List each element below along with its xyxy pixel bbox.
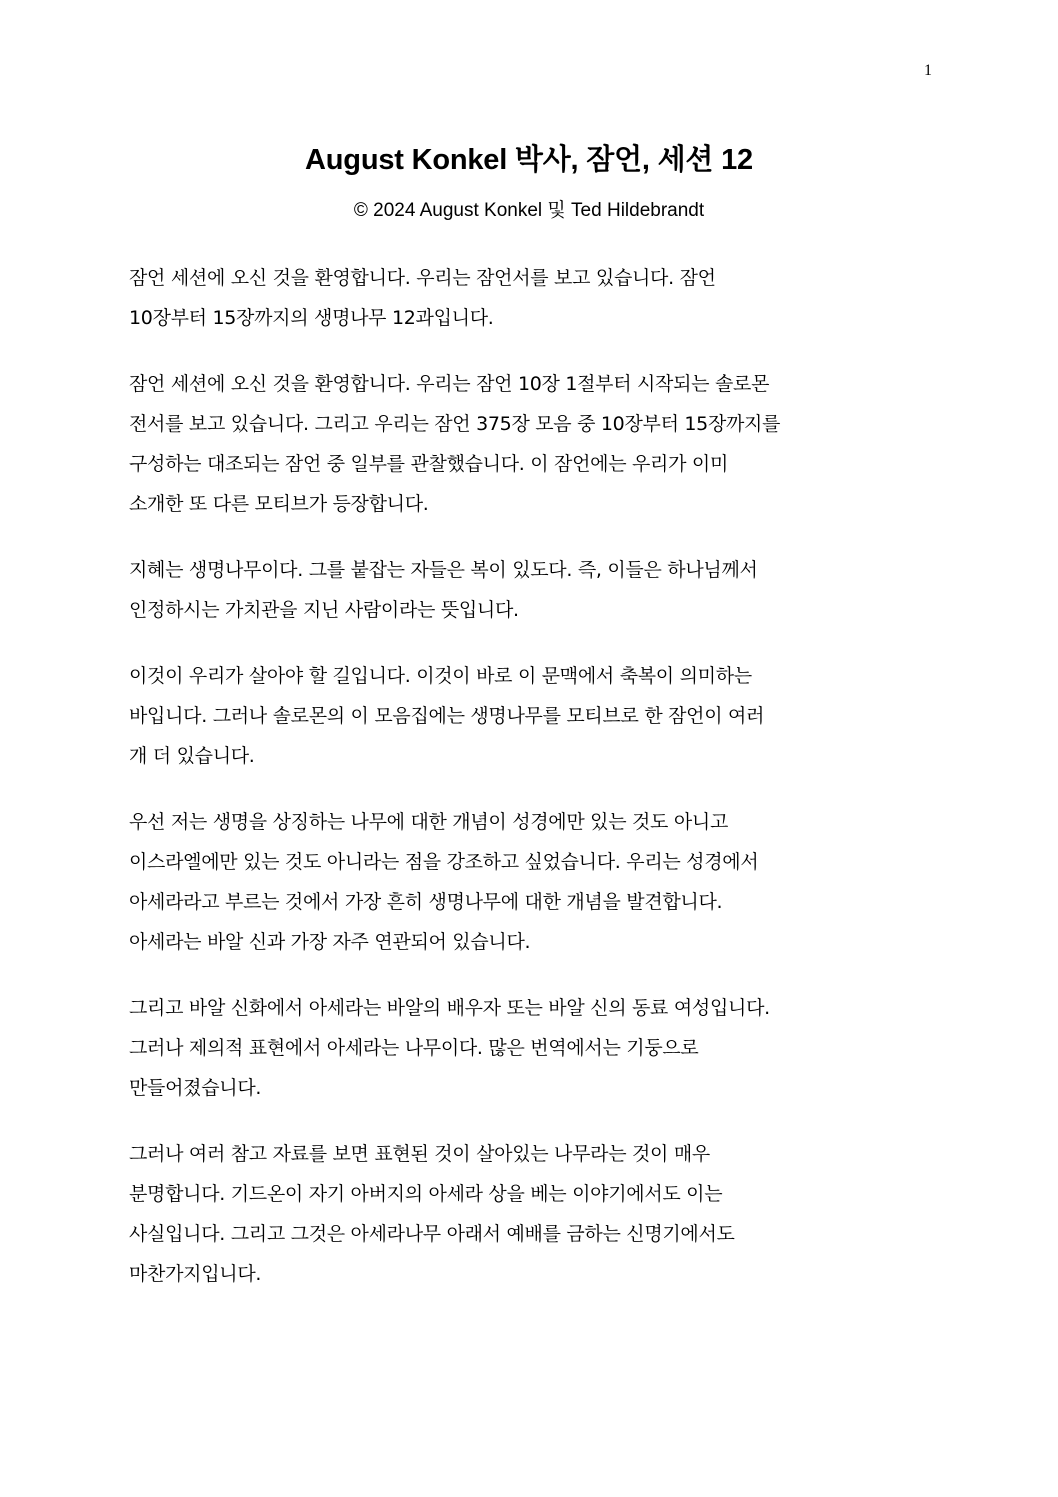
paragraph [129,1134,939,1294]
paragraph [129,258,939,338]
text-line: 바입니다. 그러나 솔로몬의 이 모음집에는 생명나무를 모티브로 한 잠언이 여러 [129,705,765,727]
text-line: 만들어졌습니다. [129,1077,262,1099]
text-line: 아세라는 바알 신과 가장 자주 연관되어 있습니다. [129,931,531,953]
text-line: 그러나 제의적 표현에서 아세라는 나무이다. 많은 번역에서는 기둥으로 [129,1037,699,1059]
text-line: 마찬가지입니다. [129,1263,262,1285]
paragraph [129,988,939,1108]
text-line: 분명합니다. 기드온이 자기 아버지의 아세라 상을 베는 이야기에서도 이는 [129,1183,723,1205]
paragraph [129,550,939,630]
text-line: 소개한 또 다른 모티브가 등장합니다. [129,493,429,515]
page-number: 1 [924,62,932,79]
text-line: 인정하시는 가치관을 지닌 사람이라는 뜻입니다. [129,599,519,621]
text-line: 구성하는 대조되는 잠언 중 일부를 관찰했습니다. 이 잠언에는 우리가 이미 [129,453,729,475]
document-title: August Konkel 박사, 잠언, 세션 12 [305,144,753,176]
paragraph [129,656,939,776]
text-line: 그리고 바알 신화에서 아세라는 바알의 배우자 또는 바알 신의 동료 여성입니다. [129,997,770,1019]
text-line: 아세라라고 부르는 것에서 가장 흔히 생명나무에 대한 개념을 발견합니다. [129,891,723,913]
text-line: 개 더 있습니다. [129,745,255,767]
text-line: 사실입니다. 그리고 그것은 아세라나무 아래서 예배를 금하는 신명기에서도 [129,1223,735,1245]
paragraph [129,802,939,962]
text-line: 지혜는 생명나무이다. 그를 붙잡는 자들은 복이 있도다. 즉, 이들은 하나님께서 [129,559,758,581]
text-line: 우선 저는 생명을 상징하는 나무에 대한 개념이 성경에만 있는 것도 아니고 [129,811,729,833]
text-line: 이스라엘에만 있는 것도 아니라는 점을 강조하고 싶었습니다. 우리는 성경에서 [129,851,759,873]
text-line: 10장부터 15장까지의 생명나무 12과입니다. [129,307,494,329]
text-line: 그러나 여러 참고 자료를 보면 표현된 것이 살아있는 나무라는 것이 매우 [129,1143,710,1165]
document-body [129,258,939,1320]
text-line: 잠언 세션에 오신 것을 환영합니다. 우리는 잠언서를 보고 있습니다. 잠언 [129,267,716,289]
text-line: 잠언 세션에 오신 것을 환영합니다. 우리는 잠언 10장 1절부터 시작되는 솔로몬 [129,373,770,395]
text-line: 이것이 우리가 살아야 할 길입니다. 이것이 바로 이 문맥에서 축복이 의미하는 [129,665,752,687]
copyright-line: © 2024 August Konkel 및 Ted Hildebrandt [353,200,705,221]
text-line: 전서를 보고 있습니다. 그리고 우리는 잠언 375장 모음 중 10장부터 15장까지를 [129,413,781,435]
paragraph [129,364,939,524]
